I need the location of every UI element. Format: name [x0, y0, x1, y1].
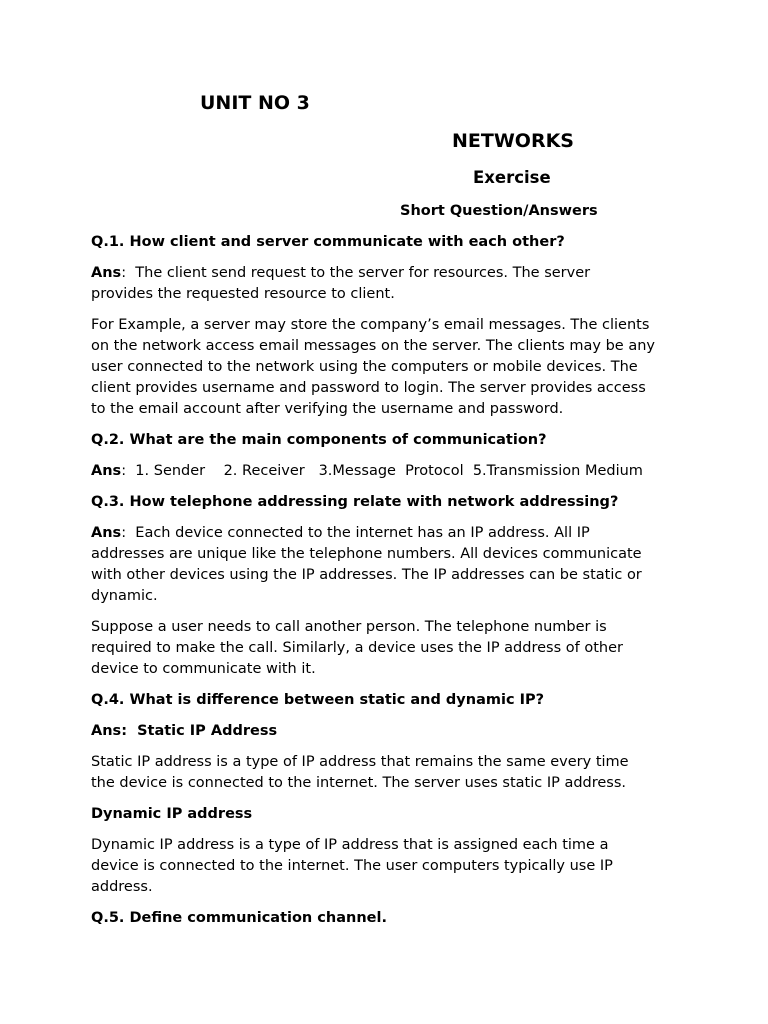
chapter-title: NETWORKS — [452, 130, 574, 152]
answer-text: : Each device connected to the internet has an IP address. All IP — [121, 525, 590, 541]
answer-text: provides the requested resource to client. — [91, 286, 395, 302]
section-title: Short Question/Answers — [400, 203, 598, 219]
answer-text: : The client send request to the server for resources. The server — [121, 265, 591, 281]
answer-1-example — [91, 315, 691, 420]
answer-label: Ans — [91, 525, 122, 541]
question-3: Q.3. How telephone addressing relate with network addressing? — [91, 494, 619, 510]
paragraph-line: user connected to the network using the computers or mobile devices. The — [91, 359, 638, 375]
paragraph-line: For Example, a server may store the company’s email messages. The clients — [91, 317, 650, 333]
answer-text: : 1. Sender 2. Receiver 3.Message Protocol 5.Transmission Medium — [121, 463, 643, 479]
paragraph-line: the device is connected to the internet. The server uses static IP address. — [91, 775, 627, 791]
paragraph-line: Dynamic IP address is a type of IP address that is assigned each time a — [91, 837, 609, 853]
answer-text: with other devices using the IP addresses. The IP addresses can be static or — [91, 567, 642, 583]
paragraph-line: required to make the call. Similarly, a device uses the IP address of other — [91, 640, 623, 656]
question-2: Q.2. What are the main components of communication? — [91, 432, 547, 448]
document-body — [91, 232, 691, 939]
paragraph-line: Suppose a user needs to call another person. The telephone number is — [91, 619, 607, 635]
paragraph-line: address. — [91, 879, 153, 895]
dynamic-ip-heading: Dynamic IP address — [91, 806, 253, 822]
answer-3 — [91, 523, 691, 607]
paragraph-line: Static IP address is a type of IP address that remains the same every time — [91, 754, 629, 770]
unit-title: UNIT NO 3 — [200, 92, 310, 114]
static-ip-heading: : Static IP Address — [121, 723, 278, 739]
paragraph-line: to the email account after verifying the username and password. — [91, 401, 564, 417]
static-ip-description — [91, 752, 691, 794]
dynamic-ip-description — [91, 835, 691, 898]
answer-3-example — [91, 617, 691, 680]
answer-label: Ans — [91, 265, 122, 281]
paragraph-line: on the network access email messages on the server. The clients may be any — [91, 338, 655, 354]
answer-label: Ans — [91, 463, 122, 479]
answer-2 — [91, 461, 691, 482]
question-4: Q.4. What is difference between static and dynamic IP? — [91, 692, 545, 708]
exercise-title: Exercise — [473, 168, 551, 187]
answer-label: Ans — [91, 723, 122, 739]
paragraph-line: device to communicate with it. — [91, 661, 316, 677]
question-1: Q.1. How client and server communicate with each other? — [91, 234, 565, 250]
paragraph-line: client provides username and password to login. The server provides access — [91, 380, 646, 396]
question-5: Q.5. Define communication channel. — [91, 910, 387, 926]
answer-1 — [91, 263, 691, 305]
answer-text: addresses are unique like the telephone numbers. All devices communicate — [91, 546, 642, 562]
answer-4-static-heading — [91, 721, 691, 742]
paragraph-line: device is connected to the internet. The user computers typically use IP — [91, 858, 613, 874]
answer-text: dynamic. — [91, 588, 158, 604]
